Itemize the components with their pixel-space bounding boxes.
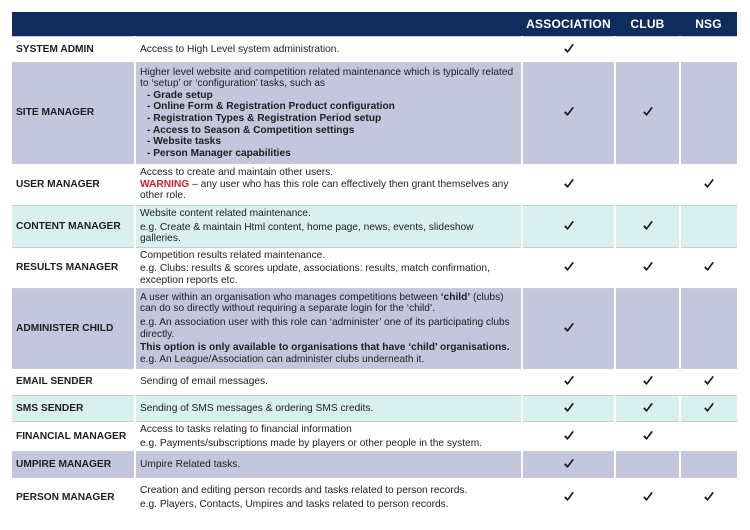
check-icon [703, 491, 715, 503]
role-name: FINANCIAL MANAGER [12, 422, 135, 452]
club-cell [615, 478, 680, 518]
role-description: Creation and editing person records and tasks related to person records. e.g. Players, Contacts, Umpires and tasks related to person records. [135, 478, 522, 518]
association-cell [522, 289, 615, 369]
list-item: - Website tasks [147, 136, 517, 148]
table-row [12, 369, 737, 396]
role-description: Website content related maintenance. e.g. Create & maintain Html content, home page, news, events, slideshow galleries. [135, 206, 522, 248]
club-cell [615, 206, 680, 248]
association-cell [522, 369, 615, 396]
nsg-cell [680, 422, 737, 452]
association-cell [522, 248, 615, 289]
check-icon [563, 375, 575, 387]
role-description: A user within an organisation who manages competitions between ‘child’ (clubs) can do so directly without requiring a separate login for the ‘child’. e.g. An association user with this role can ‘administer’ one of its participating clubs directly. This option is only available to organisations that have ‘child’ organisations. e.g. An League/Association can administer clubs underneath it. [135, 289, 522, 369]
table-row [12, 422, 737, 452]
table-row [12, 164, 737, 206]
check-icon [703, 375, 715, 387]
association-cell [522, 422, 615, 452]
club-cell [615, 369, 680, 396]
check-icon [642, 375, 654, 387]
nsg-cell [680, 164, 737, 206]
check-icon [563, 322, 575, 334]
nsg-cell [680, 478, 737, 518]
nsg-cell [680, 369, 737, 396]
association-cell [522, 63, 615, 164]
association-cell [522, 396, 615, 422]
check-icon [642, 402, 654, 414]
check-icon [642, 220, 654, 232]
check-icon [703, 178, 715, 190]
role-name: CONTENT MANAGER [12, 206, 135, 248]
roles-permissions-table [12, 12, 737, 518]
check-icon [563, 43, 575, 55]
role-name: SMS SENDER [12, 396, 135, 422]
role-description: Access to create and maintain other users. WARNING – any user who has this role can effectively then grant themselves any other role. [135, 164, 522, 206]
check-icon [642, 430, 654, 442]
role-name: EMAIL SENDER [12, 369, 135, 396]
table-row [12, 289, 737, 369]
check-icon [642, 261, 654, 273]
nsg-cell [680, 37, 737, 63]
club-cell [615, 63, 680, 164]
role-name: SYSTEM ADMIN [12, 37, 135, 63]
club-cell [615, 452, 680, 478]
check-icon [563, 220, 575, 232]
list-item: - Person Manager capabilities [147, 148, 517, 160]
list-item: - Grade setup [147, 90, 517, 102]
role-description: Access to High Level system administration. [135, 37, 522, 63]
check-icon [642, 491, 654, 503]
nsg-cell [680, 248, 737, 289]
check-icon [563, 430, 575, 442]
check-icon [563, 458, 575, 470]
nsg-cell [680, 452, 737, 478]
association-cell [522, 164, 615, 206]
nsg-cell [680, 206, 737, 248]
role-name: SITE MANAGER [12, 63, 135, 164]
role-name: PERSON MANAGER [12, 478, 135, 518]
header-club: CLUB [615, 12, 680, 37]
list-item: - Registration Types & Registration Period setup [147, 113, 517, 125]
header-description [135, 12, 522, 37]
association-cell [522, 206, 615, 248]
club-cell [615, 37, 680, 63]
check-icon [563, 106, 575, 118]
role-name: RESULTS MANAGER [12, 248, 135, 289]
nsg-cell [680, 289, 737, 369]
check-icon [703, 402, 715, 414]
check-icon [563, 178, 575, 190]
club-cell [615, 164, 680, 206]
site-manager-task-list [147, 90, 517, 160]
table-row [12, 248, 737, 289]
header-association: ASSOCIATION [522, 12, 615, 37]
role-description: Umpire Related tasks. [135, 452, 522, 478]
check-icon [703, 261, 715, 273]
role-name: UMPIRE MANAGER [12, 452, 135, 478]
role-description: Sending of email messages. [135, 369, 522, 396]
role-name: ADMINISTER CHILD [12, 289, 135, 369]
header-role [12, 12, 135, 37]
table-row [12, 63, 737, 164]
table-row [12, 478, 737, 518]
nsg-cell [680, 63, 737, 164]
warning-label: WARNING [140, 178, 190, 190]
club-cell [615, 248, 680, 289]
table-row [12, 206, 737, 248]
association-cell [522, 478, 615, 518]
check-icon [642, 106, 654, 118]
club-cell [615, 289, 680, 369]
club-cell [615, 422, 680, 452]
nsg-cell [680, 396, 737, 422]
role-description: Sending of SMS messages & ordering SMS credits. [135, 396, 522, 422]
table-row [12, 452, 737, 478]
role-description: Access to tasks relating to financial information e.g. Payments/subscriptions made by players or other people in the system. [135, 422, 522, 452]
list-item: - Access to Season & Competition settings [147, 125, 517, 137]
role-name: USER MANAGER [12, 164, 135, 206]
check-icon [563, 261, 575, 273]
role-description: Competition results related maintenance. e.g. Clubs: results & scores update, associations: results, match confirmation, exception reports etc. [135, 248, 522, 289]
header-nsg: NSG [680, 12, 737, 37]
check-icon [563, 491, 575, 503]
club-cell [615, 396, 680, 422]
header-row [12, 12, 737, 37]
association-cell [522, 37, 615, 63]
check-icon [563, 402, 575, 414]
association-cell [522, 452, 615, 478]
list-item: - Online Form & Registration Product configuration [147, 101, 517, 113]
table-row [12, 396, 737, 422]
role-description: Higher level website and competition related maintenance which is typically related to ‘setup’ or ‘configuration’ tasks, such as - Grade setup - Online Form & Registration Product configuration - Registration Types & Registration Period setup - Access to Season & Competition settings - Website tasks - Person Manager capabilities [135, 63, 522, 164]
table-row [12, 37, 737, 63]
